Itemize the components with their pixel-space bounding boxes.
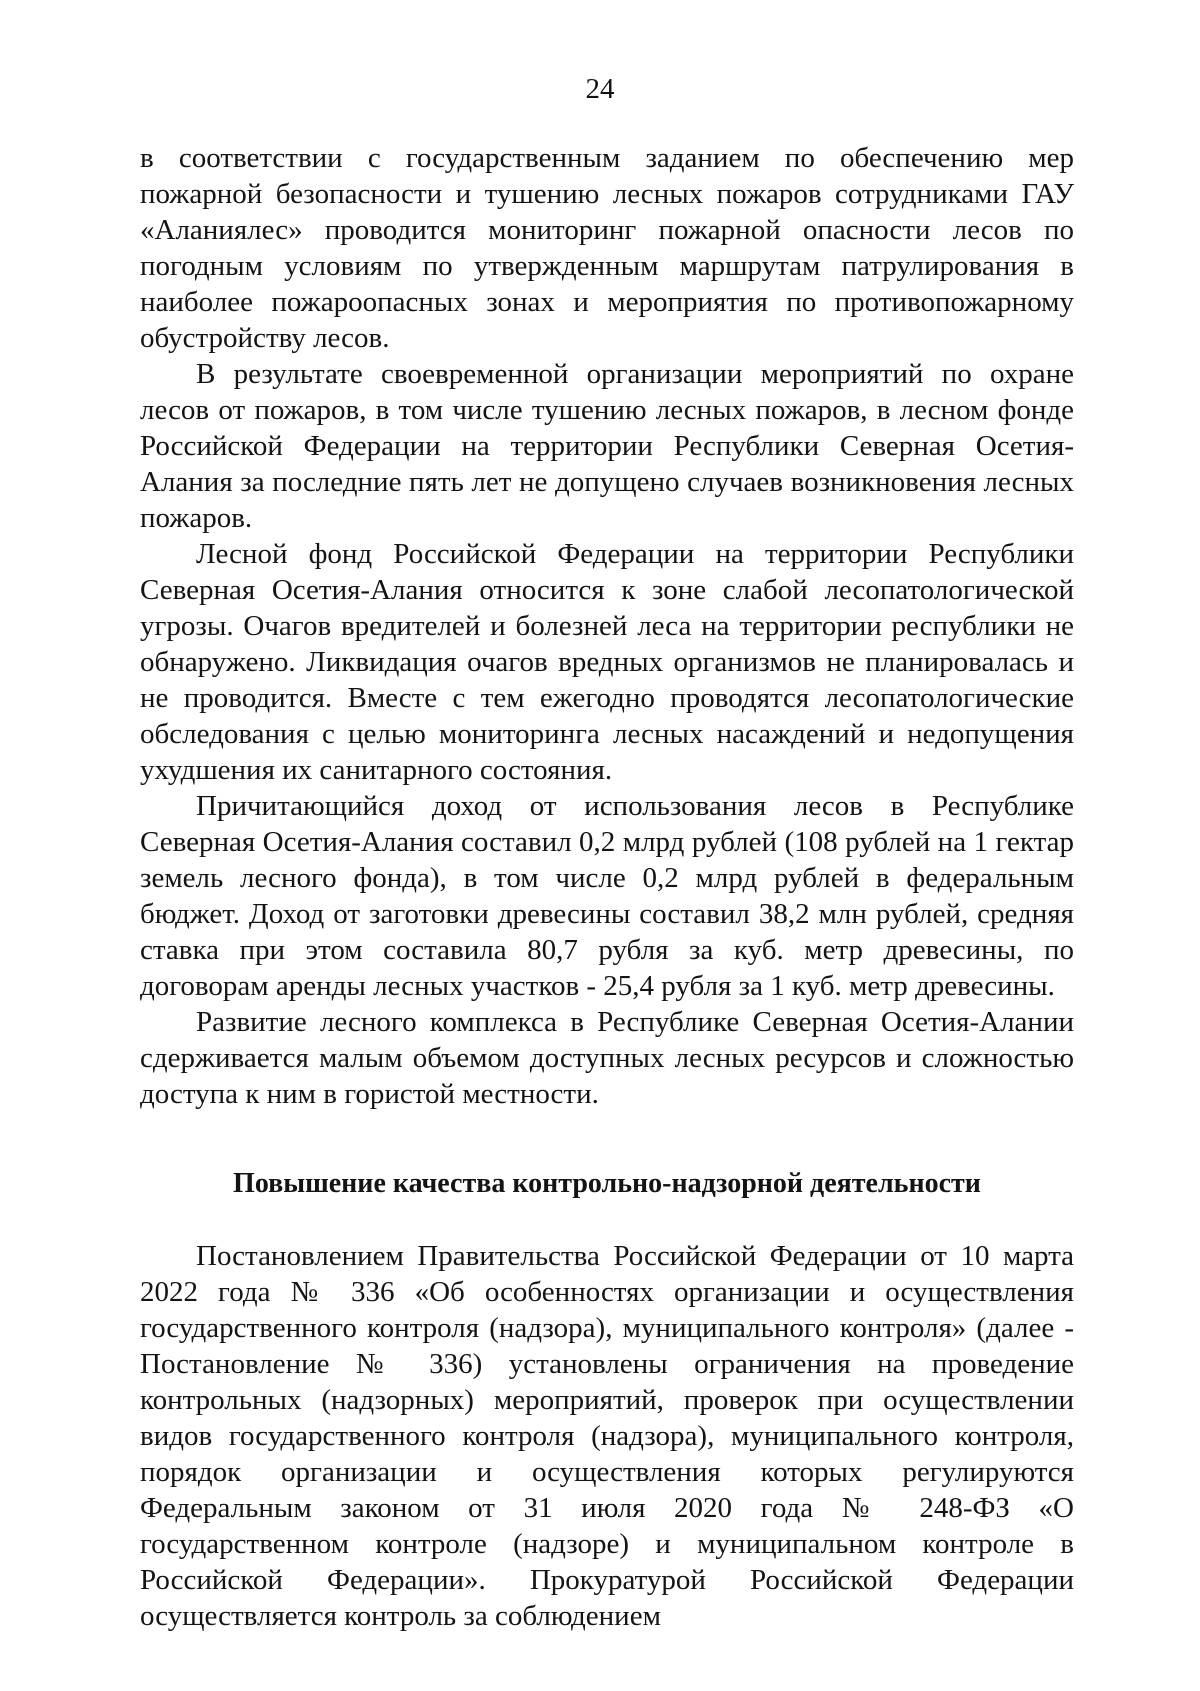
section-heading: Повышение качества контрольно-надзорной деятельности [233,1168,981,1199]
page-number: 24 [585,73,615,105]
paragraph-forest-complex-development: Развитие лесного комплекса в Республике Северная Осетия-Алании сдерживается малым объемом доступных лесных ресурсов и сложностью доступа к ним в гористой местности. [140,1006,1074,1110]
paragraph-forest-income: Причитающийся доход от использования лесов в Республике Северная Осетия-Алания составил 0,2 млрд рублей (108 рублей на 1 гектар земель лесного фонда), в том числе 0,2 млрд рублей в федеральным бюджет. Доход от заготовки древесины составил 38,2 млн рублей, средняя ставка при этом составила 80,7 рубля за куб. метр древесины, по договорам аренды лесных участков - 25,4 рубля за 1 куб. метр древесины. [140,790,1074,1002]
paragraph-forest-pathology: Лесной фонд Российской Федерации на территории Республики Северная Осетия-Алания относится к зоне слабой лесопатологической угрозы. Очагов вредителей и болезней леса на территории республики не обнаружено. Ликвидация очагов вредных организмов не планировалась и не проводится. Вместе с тем ежегодно проводятся лесопатологические обследования с целью мониторинга лесных насаждений и недопущения ухудшения их санитарного состояния. [140,538,1074,786]
document-body [140,140,1074,1634]
paragraph-control-supervision: Постановлением Правительства Российской Федерации от 10 марта 2022 года № 336 «Об особенностях организации и осуществления государственного контроля (надзора), муниципального контроля» (далее - Постановление № 336) установлены ограничения на проведение контрольных (надзорных) мероприятий, проверок при осуществлении видов государственного контроля (надзора), муниципального контроля, порядок организации и осуществления которых регулируются Федеральным законом от 31 июля 2020 года № 248-ФЗ «О государственном контроле (надзоре) и муниципальном контроле в Российской Федерации». Прокуратурой Российской Федерации осуществляется контроль за соблюдением [140,1240,1074,1632]
paragraph-fire-protection-results: В результате своевременной организации мероприятий по охране лесов от пожаров, в том числе тушению лесных пожаров, в лесном фонде Российской Федерации на территории Республики Северная Осетия-Алания за последние пять лет не допущено случаев возникновения лесных пожаров. [140,358,1074,534]
paragraph-fire-monitoring: в соответствии с государственным заданием по обеспечению мер пожарной безопасности и тушению лесных пожаров сотрудниками ГАУ «Аланиялес» проводится мониторинг пожарной опасности лесов по погодным условиям по утвержденным маршрутам патрулирования в наиболее пожароопасных зонах и мероприятия по противопожарному обустройству лесов. [140,142,1074,354]
